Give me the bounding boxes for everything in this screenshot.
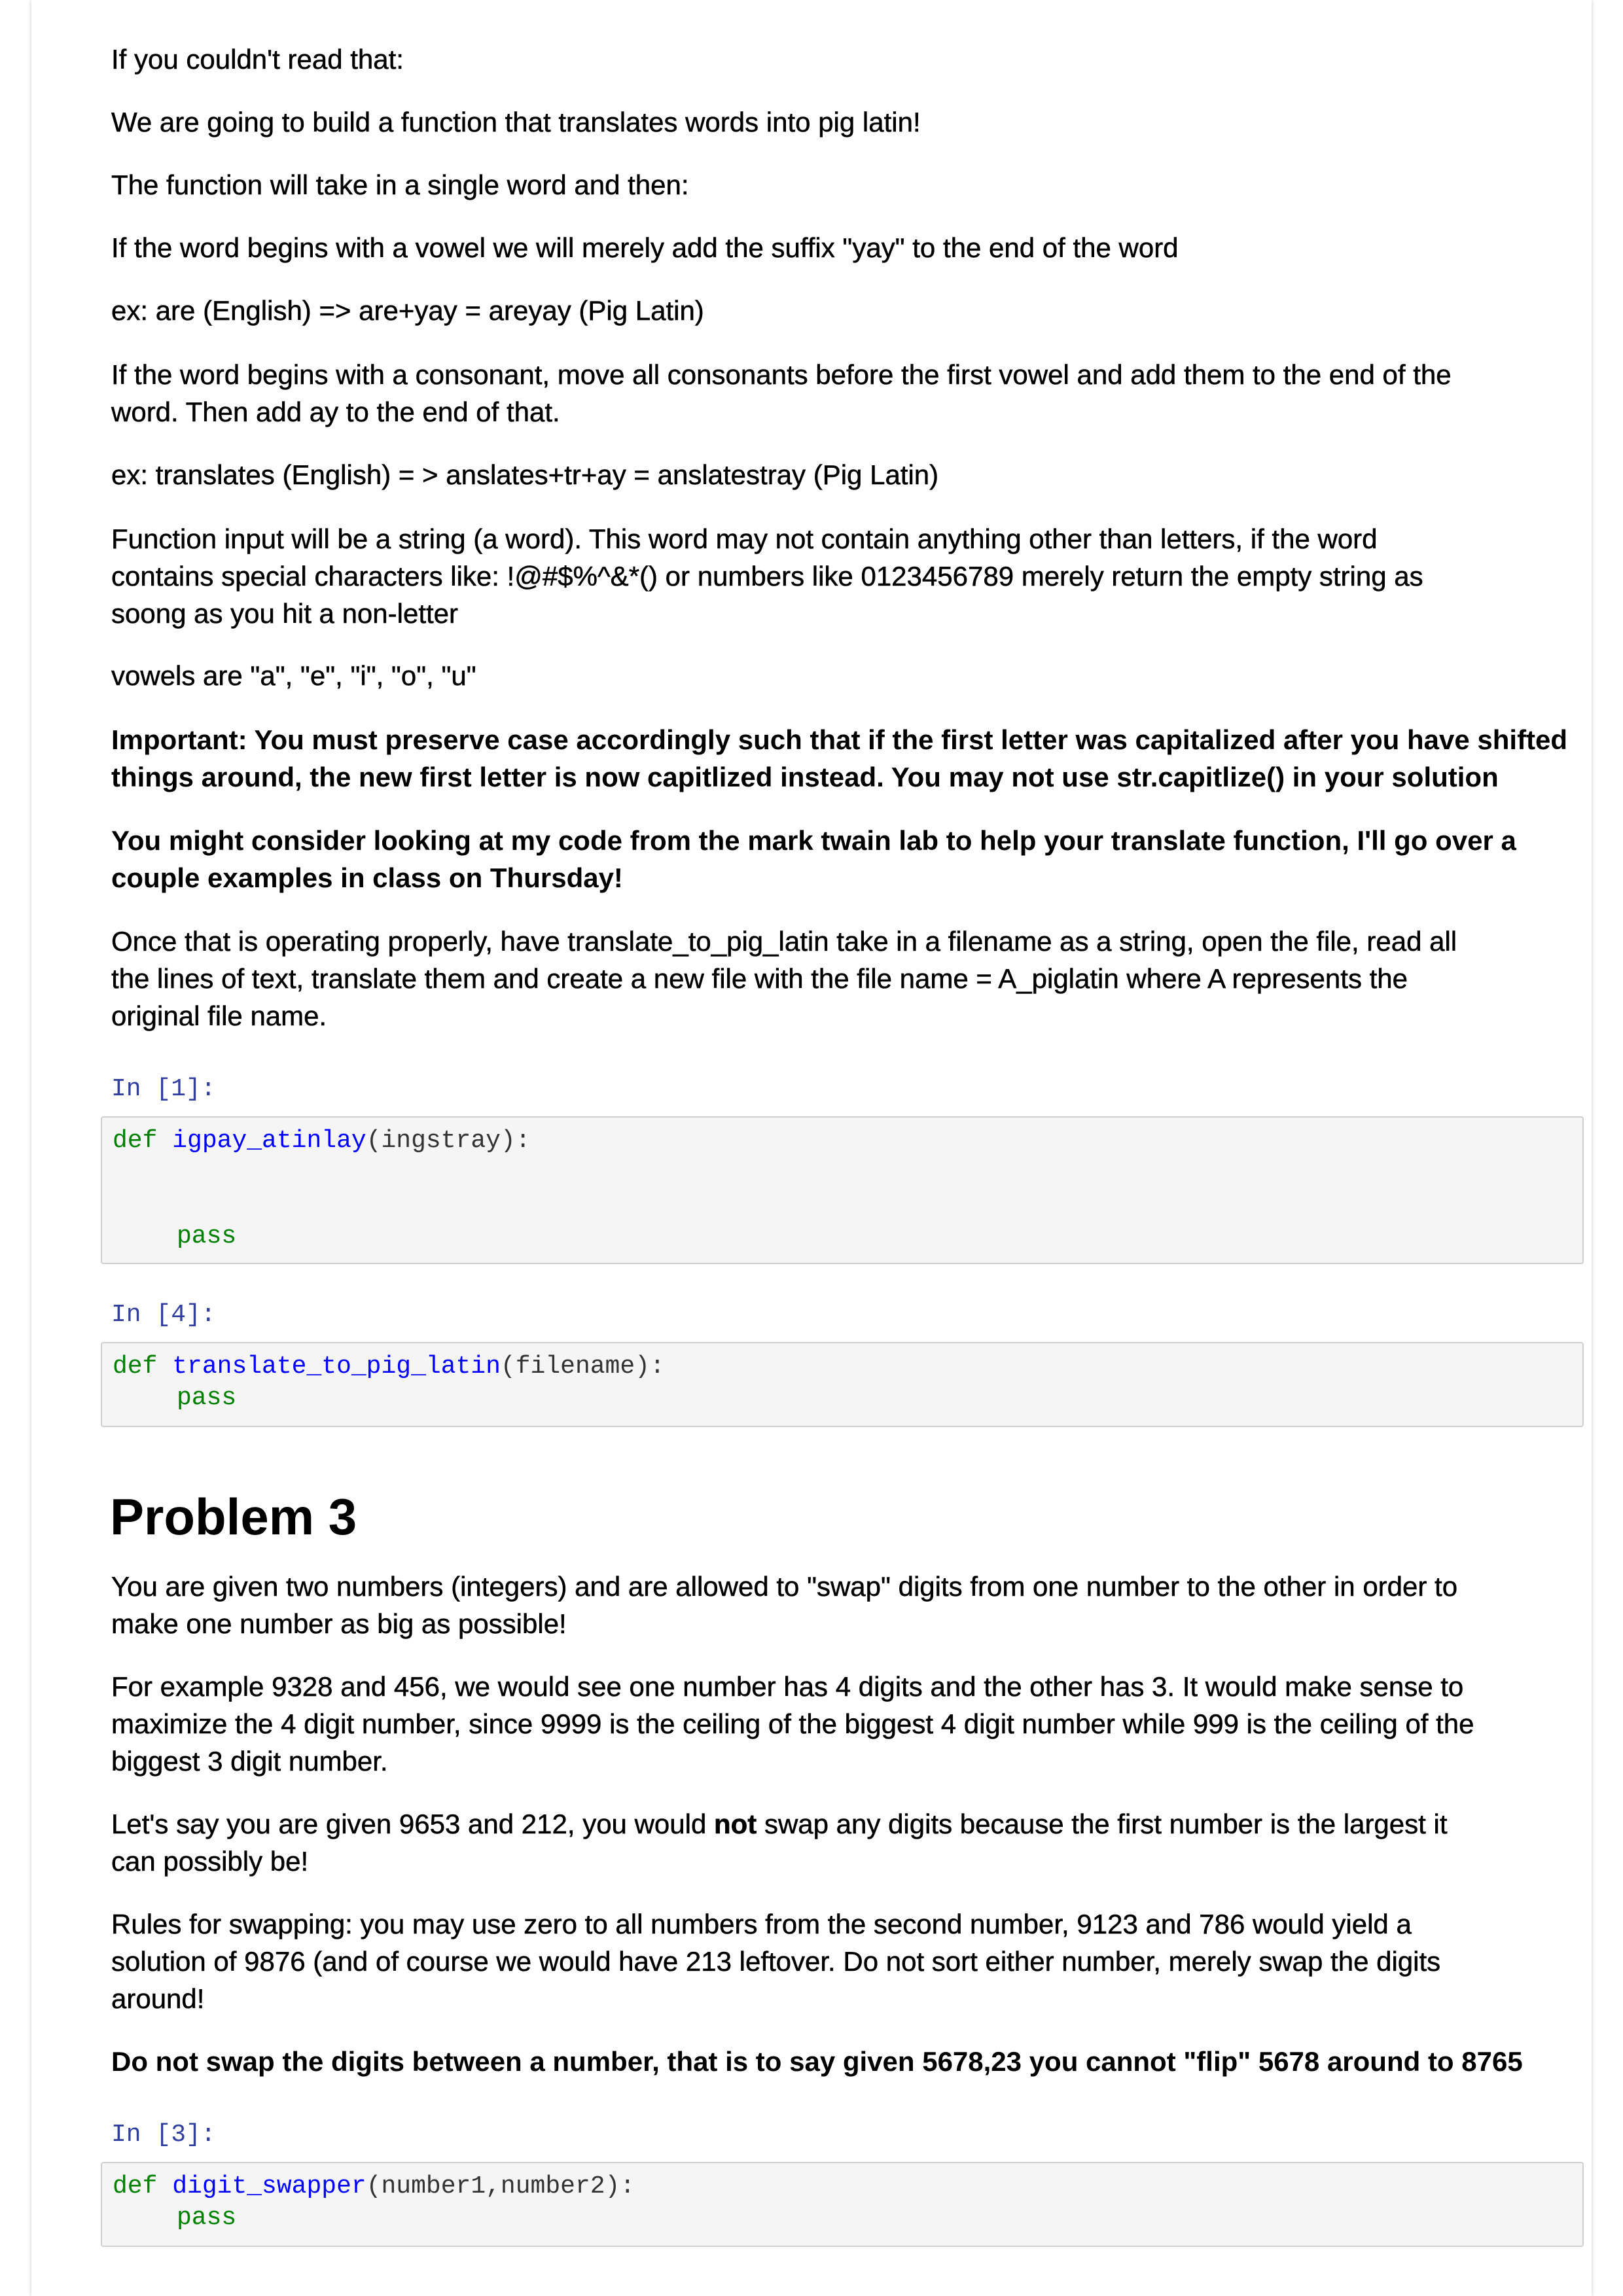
intro-line: word. Then add ay to the end of that. — [111, 397, 560, 427]
intro-line: The function will take in a single word and then: — [111, 169, 689, 200]
code-cell[interactable] — [101, 1342, 1584, 1427]
keyword: def — [113, 1127, 158, 1155]
problem-line: biggest 3 digit number. — [111, 1746, 388, 1776]
hint-note: You might consider looking at my code from the mark twain lab to help your translate function, I'll go over a — [111, 825, 1516, 856]
rule-note: Do not swap the digits between a number, that is to say given 5678,23 you cannot "flip" 5678 around to 8765 — [111, 2046, 1523, 2077]
text-run: Let's say you are given 9653 and 212, you would — [111, 1809, 714, 1839]
function-args: (ingstray): — [366, 1127, 531, 1155]
problem-line: can possibly be! — [111, 1846, 309, 1877]
intro-line: the lines of text, translate them and create a new file with the file name = A_piglatin where A represents the — [111, 963, 1408, 994]
pass-keyword: pass — [177, 2204, 237, 2232]
intro-line: vowels are "a", "e", "i", "o", "u" — [111, 660, 476, 691]
code-cell[interactable] — [101, 1116, 1584, 1264]
function-name: translate_to_pig_latin — [172, 1352, 501, 1381]
pass-keyword: pass — [177, 1384, 237, 1412]
code-line — [113, 2171, 635, 2202]
intro-line: We are going to build a function that translates words into pig latin! — [111, 107, 921, 137]
intro-line: If the word begins with a consonant, move all consonants before the first vowel and add them to the end of the — [111, 359, 1452, 390]
cell-prompt: In [3]: — [111, 2121, 216, 2149]
code-cell[interactable] — [101, 2162, 1584, 2247]
text-run: swap any digits because the first number is the largest it — [757, 1809, 1448, 1839]
pass-keyword: pass — [177, 1222, 237, 1250]
function-args: (number1,number2): — [366, 2172, 635, 2200]
problem-line: solution of 9876 (and of course we would have 213 leftover. Do not sort either number, merely swap the digits — [111, 1946, 1441, 1977]
problem-line — [111, 1805, 1574, 1843]
intro-line: ex: are (English) => are+yay = areyay (Pig Latin) — [111, 295, 704, 326]
problem-line: Rules for swapping: you may use zero to all numbers from the second number, 9123 and 786 would yield a — [111, 1909, 1412, 1939]
function-name: igpay_atinlay — [172, 1127, 366, 1155]
keyword: def — [113, 1352, 158, 1381]
intro-line: ex: translates (English) = > anslates+tr+ay = anslatestray (Pig Latin) — [111, 459, 939, 490]
intro-line: If the word begins with a vowel we will merely add the suffix "yay" to the end of the word — [111, 232, 1179, 263]
important-note: things around, the new first letter is now capitlized instead. You may not use str.capitlize() in your solution — [111, 762, 1499, 792]
hint-note: couple examples in class on Thursday! — [111, 862, 623, 893]
keyword: def — [113, 2172, 158, 2200]
important-note: Important: You must preserve case accordingly such that if the first letter was capitalized after you have shifted — [111, 724, 1568, 755]
problem-line: make one number as big as possible! — [111, 1608, 567, 1639]
intro-line: Function input will be a string (a word). This word may not contain anything other than letters, if the word — [111, 523, 1378, 554]
intro-line: soong as you hit a non-letter — [111, 598, 459, 629]
emphasis: not — [714, 1809, 757, 1839]
problem-line: maximize the 4 digit number, since 9999 is the ceiling of the biggest 4 digit number while 999 is the ceiling of the — [111, 1708, 1474, 1739]
cell-prompt: In [1]: — [111, 1075, 216, 1103]
intro-line: original file name. — [111, 1000, 327, 1031]
notebook-page — [31, 0, 1592, 2296]
intro-line: Once that is operating properly, have translate_to_pig_latin take in a filename as a string, open the file, read all — [111, 926, 1457, 957]
problem-heading: Problem 3 — [110, 1488, 357, 1545]
code-line — [113, 1351, 665, 1383]
cell-prompt: In [4]: — [111, 1301, 216, 1329]
problem-line: around! — [111, 1983, 205, 2014]
problem-line: You are given two numbers (integers) and are allowed to "swap" digits from one number to the other in order to — [111, 1571, 1458, 1602]
function-name: digit_swapper — [172, 2172, 366, 2200]
problem-line: For example 9328 and 456, we would see one number has 4 digits and the other has 3. It would make sense to — [111, 1671, 1464, 1702]
intro-line: contains special characters like: !@#$%^&*() or numbers like 0123456789 merely return the empty string as — [111, 561, 1423, 592]
code-line — [113, 1125, 531, 1157]
function-args: (filename): — [500, 1352, 665, 1381]
intro-line: If you couldn't read that: — [111, 44, 404, 75]
